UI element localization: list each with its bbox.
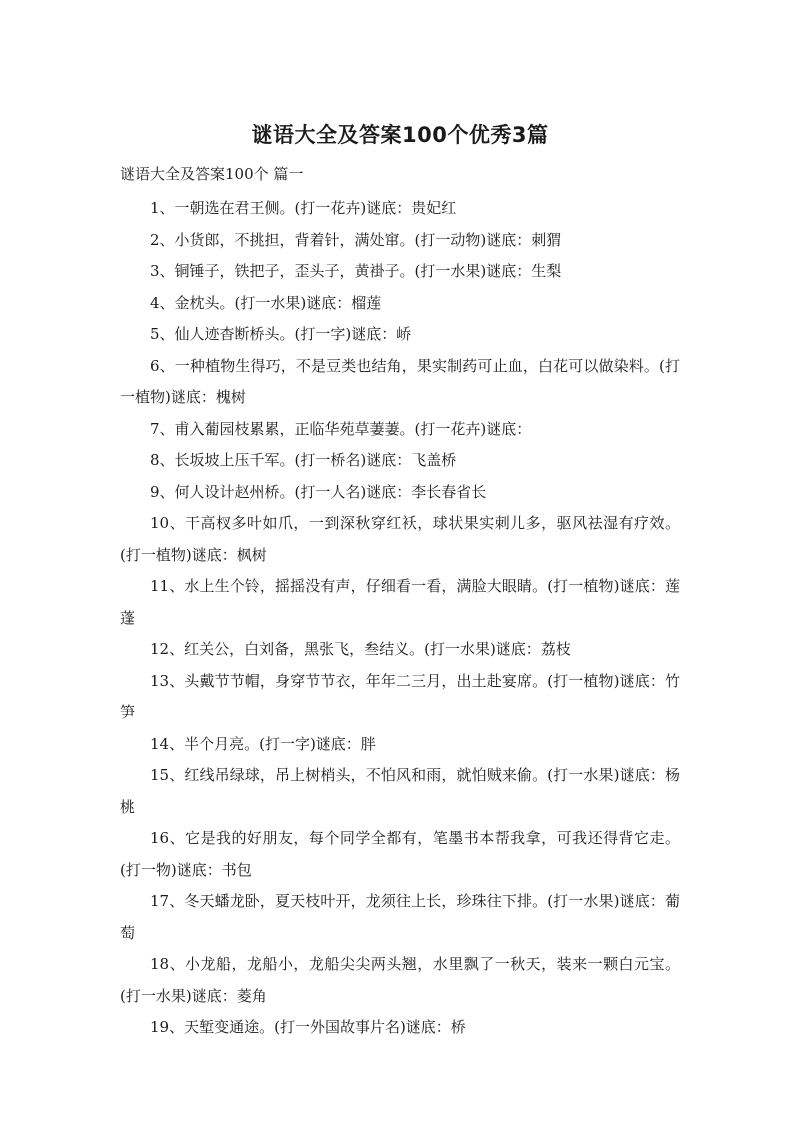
riddle-item: 15、红线吊绿球，吊上树梢头，不怕风和雨，就怕贼来偷。(打一水果)谜底：杨桃	[120, 766, 680, 816]
riddle-item: 11、水上生个铃，摇摇没有声，仔细看一看，满脸大眼睛。(打一植物)谜底：莲蓬	[120, 577, 680, 627]
riddle-item: 5、仙人迹杳断桥头。(打一字)谜底：峤	[150, 325, 412, 343]
riddle-item: 19、天堑变通途。(打一外国故事片名)谜底：桥	[150, 1018, 466, 1036]
riddle-item: 3、铜锤子，铁把子，歪头子，黄褂子。(打一水果)谜底：生梨	[150, 262, 562, 280]
riddle-item: 2、小货郎，不挑担，背着针，满处窜。(打一动物)谜底：刺猬	[150, 230, 562, 249]
document-title: 谜语大全及答案100个优秀3篇	[251, 123, 549, 147]
riddle-item: 17、冬天蟠龙卧，夏天枝叶开，龙须往上长，珍珠往下排。(打一水果)谜底：葡萄	[120, 892, 680, 942]
riddle-item: 4、金枕头。(打一水果)谜底：榴莲	[150, 293, 382, 312]
section-heading: 谜语大全及答案100个 篇一	[120, 165, 304, 183]
riddle-item: 18、小龙船，龙船小，龙船尖尖两头翘，水里飘了一秋天，装来一颗白元宝。(打一水果)谜底：菱角	[120, 955, 680, 1005]
riddle-item: 1、一朝选在君王侧。(打一花卉)谜底：贵妃红	[150, 199, 457, 217]
riddle-item: 12、红关公，白刘备，黑张飞，叁结义。(打一水果)谜底：荔枝	[150, 640, 571, 658]
riddle-item: 14、半个月亮。(打一字)谜底：胖	[150, 734, 376, 753]
riddle-item: 6、一种植物生得巧，不是豆类也结角，果实制药可止血，白花可以做染料。(打一植物)谜底：槐树	[120, 356, 680, 406]
riddle-item: 9、何人设计赵州桥。(打一人名)谜底：李长春省长	[150, 482, 487, 501]
riddle-item: 7、甫入葡园枝累累，正临华苑草萋萋。(打一花卉)谜底：	[150, 419, 532, 438]
riddle-item: 13、头戴节节帽，身穿节节衣，年年二三月，出土赴宴席。(打一植物)谜底：竹笋	[120, 671, 680, 721]
riddle-item: 16、它是我的好朋友，每个同学全都有，笔墨书本帮我拿，可我还得背它走。(打一物)谜底：书包	[120, 829, 680, 879]
riddle-list	[120, 193, 680, 1044]
riddle-item: 8、长坂坡上压千军。(打一桥名)谜底：飞盖桥	[150, 451, 457, 469]
riddle-item: 10、干高杈多叶如爪，一到深秋穿红袄，球状果实刺儿多，驱风祛湿有疗效。(打一植物)谜底：枫树	[120, 514, 680, 564]
